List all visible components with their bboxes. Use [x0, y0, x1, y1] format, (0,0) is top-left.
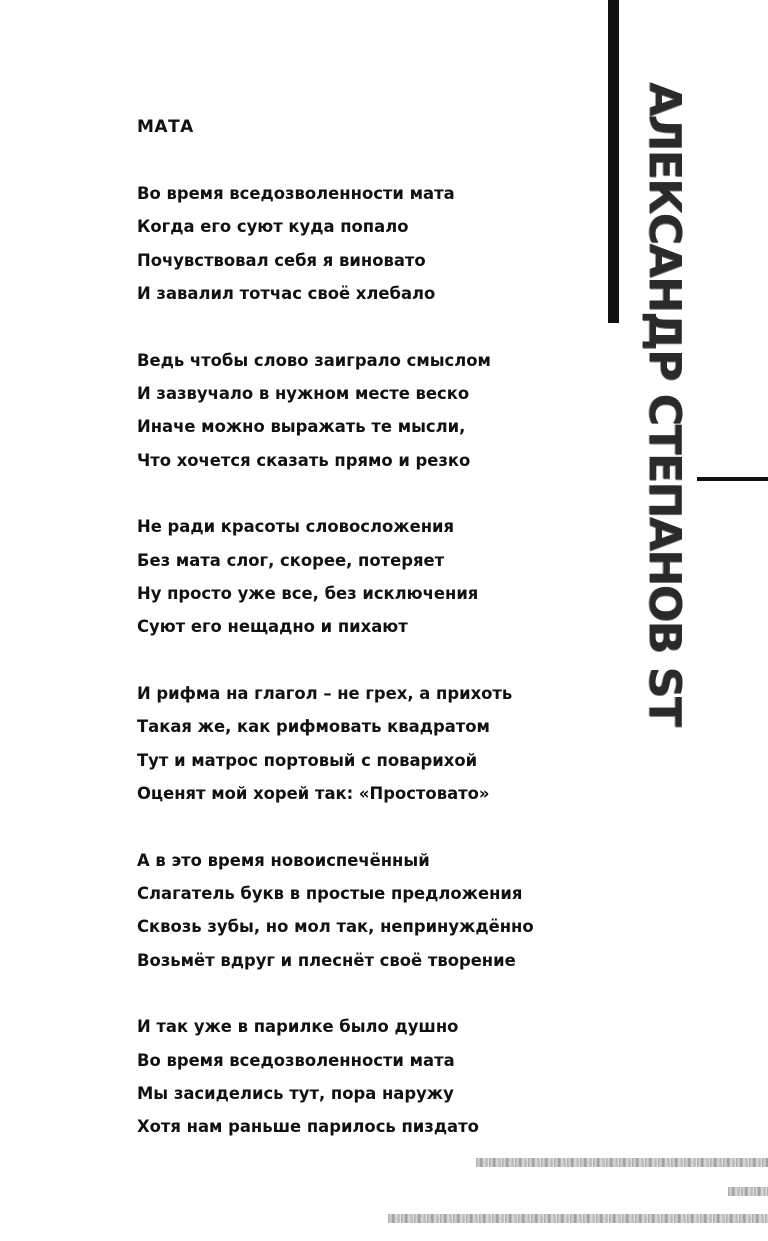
poem-line: А в это время новоиспечённый [137, 850, 430, 870]
poem-line: Не ради красоты словосложения [137, 517, 455, 537]
poem-line: Иначе можно выражать те мысли, [137, 417, 466, 437]
stanza-4 [137, 682, 577, 815]
poem-line: Почувствовал себя я виновато [137, 250, 426, 270]
poem-line: Когда его суют куда попало [137, 217, 409, 237]
stanza-1 [137, 182, 577, 315]
stanza-3 [137, 515, 577, 648]
poem-line: Тут и матрос портовый с поварихой [137, 750, 478, 770]
poem-line: Суют его нещадно и пихают [137, 617, 408, 637]
poem-line: Без мата слог, скорее, потеряет [137, 550, 445, 570]
poem-line: И завалил тотчас своё хлебало [137, 283, 436, 303]
poem-line: Такая же, как рифмовать квадратом [137, 717, 490, 737]
stanza-2 [137, 349, 577, 482]
stanza-6 [137, 1015, 577, 1148]
poem-line: Ведь чтобы слово заиграло смыслом [137, 350, 491, 370]
stanza-5 [137, 849, 577, 982]
poem-line: Оценят мой хорей так: «Простовато» [137, 783, 490, 803]
poem-line: Во время вседозволенности мата [137, 1050, 455, 1070]
poem-line: Что хочется сказать прямо и резко [137, 450, 471, 470]
author-brand-mark: ST [639, 666, 690, 726]
blurred-footer-text [388, 1214, 768, 1223]
author-sidebar [619, 78, 719, 726]
poem [137, 115, 577, 1182]
poem-line: Мы засиделись тут, пора наружу [137, 1084, 454, 1104]
blurred-footer-text [476, 1158, 768, 1167]
poem-line: И так уже в парилке было душно [137, 1017, 459, 1037]
poem-line: Хотя нам раньше парилось пиздато [137, 1117, 479, 1137]
poem-line: Возьмёт вдруг и плеснёт своё творение [137, 950, 516, 970]
poem-line: Во время вседозволенности мата [137, 184, 455, 203]
vertical-divider-bar [608, 0, 619, 323]
author-name: АЛЕКСАНДР СТЕПАНОВ [639, 82, 690, 653]
author-vertical-title [639, 82, 690, 726]
poem-line: Сквозь зубы, но мол так, непринуждённо [137, 917, 534, 937]
poem-line: И зазвучало в нужном месте веско [137, 383, 470, 403]
poem-line: И рифма на глагол – не грех, а прихоть [137, 684, 513, 704]
blurred-footer-text [728, 1187, 768, 1196]
poem-line: Слагатель букв в простые предложения [137, 884, 523, 904]
poem-title: МАТА [137, 117, 194, 137]
poem-line: Ну просто уже все, без исключения [137, 583, 479, 603]
